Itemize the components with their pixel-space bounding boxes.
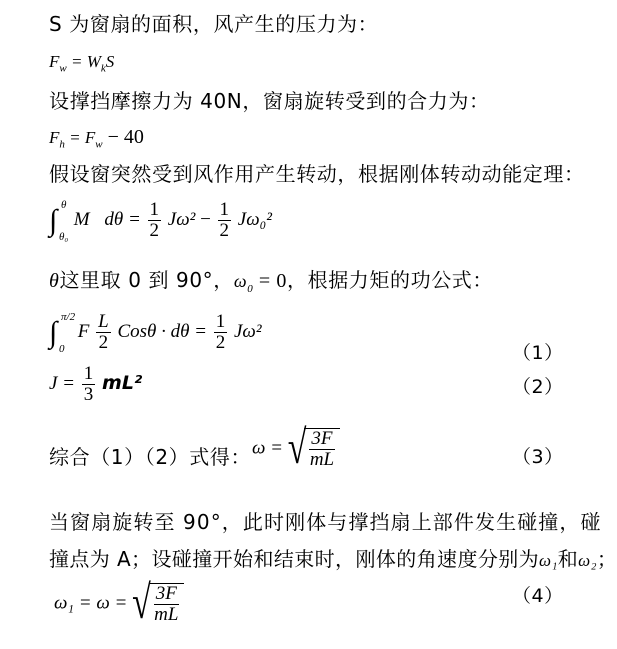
- equation-resultant-force: $F_h = F_w - 40$: [49, 126, 144, 151]
- line-angle-range: θ这里取 0 到 90°，$\omega_0 = 0$，根据力矩的功公式：: [49, 268, 493, 295]
- paragraph-collision-line2: 撞点为 A；设碰撞开始和结束时，刚体的角速度分别为ω₁和ω₂；: [49, 547, 617, 571]
- equation-number-1: （1）: [512, 342, 564, 364]
- radical-sign: √: [132, 577, 151, 630]
- fraction-half: $\frac{1}{2}$: [215, 311, 226, 353]
- paragraph-collision-line1: 当窗扇旋转至 90°，此时刚体与撑挡扇上部件发生碰撞，碰: [49, 510, 602, 534]
- line-combine-intro: 综合（1）（2）式得：: [49, 445, 252, 469]
- integral-sign: ∫ π/2 0: [49, 310, 76, 355]
- fraction-3F-over-mL: $\frac{3F}{mL}$: [154, 583, 179, 625]
- integral-sign: ∫ θ θ₀: [49, 198, 69, 243]
- radical-sign: √: [287, 422, 307, 475]
- equation-number-3: （3）: [512, 446, 564, 468]
- fraction-L-over-2: $\frac{L}{2}$: [98, 311, 109, 353]
- equation-torque-work: ∫ π/2 0 F $\frac{L}{2}$ Cosθ · dθ = $\frac{1}{2}$ Jω²: [49, 310, 262, 355]
- equation-wind-force: $F_w = W_kS$: [49, 52, 115, 75]
- line-kinetic-energy-intro: 假设窗突然受到风作用产生转动，根据刚体转动动能定理：: [49, 162, 585, 186]
- equation-omega1: ω₁ = ω = √ $\frac{3F}{mL}$: [54, 583, 184, 625]
- line-friction-intro: 设撑挡摩擦力为 40N，窗扇旋转受到的合力为：: [49, 89, 490, 113]
- fraction-3F-over-mL: $\frac{3F}{mL}$: [309, 428, 335, 470]
- fraction-half: $\frac{1}{2}$: [219, 199, 230, 241]
- equation-number-2: （2）: [512, 376, 564, 398]
- fraction-one-third: $\frac{1}{3}$: [83, 363, 94, 405]
- equation-angular-velocity: ω = √ $\frac{3F}{mL}$: [252, 428, 340, 470]
- line-pressure-intro: S 为窗扇的面积，风产生的压力为：: [49, 12, 379, 36]
- equation-number-4: （4）: [512, 585, 564, 607]
- equation-moment-of-inertia: J = $\frac{1}{3}$ mL²: [49, 363, 143, 405]
- fraction-half: $\frac{1}{2}$: [149, 199, 160, 241]
- equation-kinetic-energy-theorem: ∫ θ θ₀ M⃗dθ = $\frac{1}{2}$ Jω² − $\frac{1}{2}$ Jω₀²: [49, 198, 272, 243]
